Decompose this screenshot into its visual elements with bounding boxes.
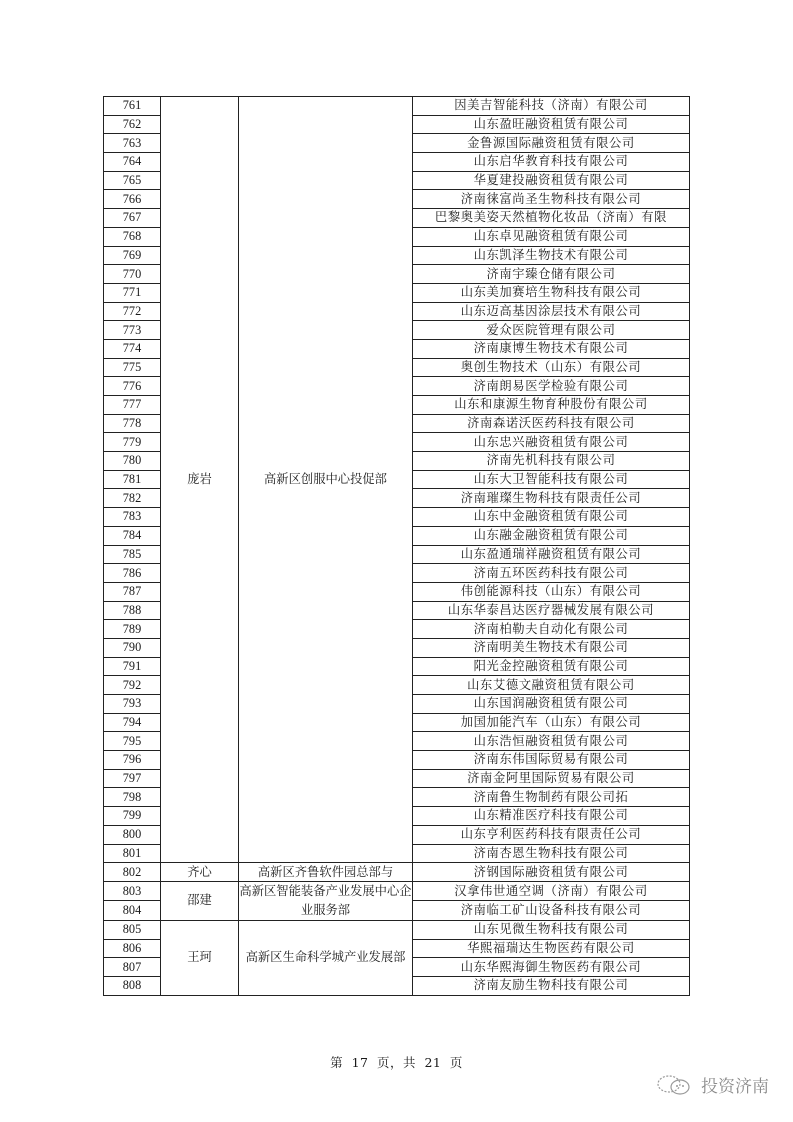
row-number: 761 xyxy=(104,97,161,116)
company-name: 济南徕富尚圣生物科技有限公司 xyxy=(413,190,690,209)
company-name: 山东迈高基因涂层技术有限公司 xyxy=(413,302,690,321)
company-name: 济南先机科技有限公司 xyxy=(413,452,690,471)
row-number: 783 xyxy=(104,508,161,527)
page-footer xyxy=(0,1053,793,1071)
row-number: 787 xyxy=(104,582,161,601)
company-name: 山东忠兴融资租赁有限公司 xyxy=(413,433,690,452)
page-label-prefix: 第 xyxy=(330,1055,344,1070)
row-number: 793 xyxy=(104,695,161,714)
department: 高新区生命科学城产业发展部 xyxy=(239,920,413,995)
company-name: 济钢国际融资租赁有限公司 xyxy=(413,863,690,882)
row-number: 764 xyxy=(104,153,161,172)
row-number: 802 xyxy=(104,863,161,882)
company-name: 山东亨利医药科技有限责任公司 xyxy=(413,825,690,844)
row-number: 766 xyxy=(104,190,161,209)
row-number: 790 xyxy=(104,638,161,657)
row-number: 776 xyxy=(104,377,161,396)
row-number: 806 xyxy=(104,939,161,958)
company-name: 济南柏勒夫自动化有限公司 xyxy=(413,620,690,639)
department: 高新区创服中心投促部 xyxy=(239,97,413,863)
company-name: 济南金阿里国际贸易有限公司 xyxy=(413,769,690,788)
row-number: 773 xyxy=(104,321,161,340)
company-name: 山东启华教育科技有限公司 xyxy=(413,153,690,172)
company-name: 因美吉智能科技（济南）有限公司 xyxy=(413,97,690,116)
row-number: 784 xyxy=(104,526,161,545)
row-number: 799 xyxy=(104,807,161,826)
company-name: 山东大卫智能科技有限公司 xyxy=(413,470,690,489)
row-number: 775 xyxy=(104,358,161,377)
row-number: 779 xyxy=(104,433,161,452)
row-number: 765 xyxy=(104,171,161,190)
wechat-icon xyxy=(655,1073,695,1097)
company-name: 加国加能汽车（山东）有限公司 xyxy=(413,713,690,732)
page-current: 17 xyxy=(351,1055,369,1070)
row-number: 763 xyxy=(104,134,161,153)
company-name: 爱众医院管理有限公司 xyxy=(413,321,690,340)
row-number: 794 xyxy=(104,713,161,732)
company-name: 阳光金控融资租赁有限公司 xyxy=(413,657,690,676)
company-name: 济南友励生物科技有限公司 xyxy=(413,976,690,995)
page-label-suffix: 页 xyxy=(449,1055,463,1070)
contact-person: 邵建 xyxy=(161,881,239,920)
company-name: 山东华泰昌达医疗器械发展有限公司 xyxy=(413,601,690,620)
company-name: 济南五环医药科技有限公司 xyxy=(413,564,690,583)
company-name: 山东国润融资租赁有限公司 xyxy=(413,695,690,714)
row-number: 777 xyxy=(104,396,161,415)
row-number: 804 xyxy=(104,901,161,921)
table-row xyxy=(104,881,690,901)
company-name: 伟创能源科技（山东）有限公司 xyxy=(413,582,690,601)
company-name: 山东融金融资租赁有限公司 xyxy=(413,526,690,545)
company-name: 济南森诺沃医药科技有限公司 xyxy=(413,414,690,433)
company-name: 济南璀璨生物科技有限责任公司 xyxy=(413,489,690,508)
table-row xyxy=(104,863,690,882)
company-name: 奥创生物技术（山东）有限公司 xyxy=(413,358,690,377)
row-number: 795 xyxy=(104,732,161,751)
row-number: 792 xyxy=(104,676,161,695)
row-number: 807 xyxy=(104,958,161,977)
company-name: 济南明美生物技术有限公司 xyxy=(413,638,690,657)
row-number: 769 xyxy=(104,246,161,265)
company-name: 山东卓见融资租赁有限公司 xyxy=(413,227,690,246)
company-name: 济南鲁生物制药有限公司拓 xyxy=(413,788,690,807)
row-number: 808 xyxy=(104,976,161,995)
department: 高新区智能装备产业发展中心企业服务部 xyxy=(239,881,413,920)
row-number: 762 xyxy=(104,115,161,134)
company-name: 山东凯泽生物技术有限公司 xyxy=(413,246,690,265)
company-name: 济南康博生物技术有限公司 xyxy=(413,339,690,358)
company-name: 济南朗易医学检验有限公司 xyxy=(413,377,690,396)
contact-person: 王珂 xyxy=(161,920,239,995)
row-number: 774 xyxy=(104,339,161,358)
row-number: 796 xyxy=(104,751,161,770)
row-number: 785 xyxy=(104,545,161,564)
watermark xyxy=(655,1072,769,1097)
row-number: 798 xyxy=(104,788,161,807)
company-name: 济南杏恩生物科技有限公司 xyxy=(413,844,690,863)
contact-person: 庞岩 xyxy=(161,97,239,863)
row-number: 800 xyxy=(104,825,161,844)
enterprise-table xyxy=(103,96,690,996)
row-number: 782 xyxy=(104,489,161,508)
row-number: 772 xyxy=(104,302,161,321)
department: 高新区齐鲁软件园总部与 xyxy=(239,863,413,882)
company-name: 山东盈旺融资租赁有限公司 xyxy=(413,115,690,134)
company-name: 济南宇臻仓储有限公司 xyxy=(413,265,690,284)
company-name: 山东美加赛培生物科技有限公司 xyxy=(413,283,690,302)
watermark-text: 投资济南 xyxy=(701,1077,769,1097)
page-total: 21 xyxy=(424,1055,442,1070)
page-label-mid: 页，共 xyxy=(376,1055,416,1070)
company-name: 济南东伟国际贸易有限公司 xyxy=(413,751,690,770)
company-name: 济南临工矿山设备科技有限公司 xyxy=(413,901,690,921)
company-name: 山东艾德文融资租赁有限公司 xyxy=(413,676,690,695)
company-name: 山东华熙海御生物医药有限公司 xyxy=(413,958,690,977)
company-name: 金鲁源国际融资租赁有限公司 xyxy=(413,134,690,153)
row-number: 797 xyxy=(104,769,161,788)
row-number: 778 xyxy=(104,414,161,433)
company-name: 山东精准医疗科技有限公司 xyxy=(413,807,690,826)
row-number: 780 xyxy=(104,452,161,471)
company-name: 华熙福瑞达生物医药有限公司 xyxy=(413,939,690,958)
company-name: 山东见微生物科技有限公司 xyxy=(413,920,690,939)
row-number: 803 xyxy=(104,881,161,901)
company-name: 山东盈通瑞祥融资租赁有限公司 xyxy=(413,545,690,564)
row-number: 786 xyxy=(104,564,161,583)
company-name: 山东浩恒融资租赁有限公司 xyxy=(413,732,690,751)
row-number: 770 xyxy=(104,265,161,284)
row-number: 767 xyxy=(104,209,161,228)
table-row xyxy=(104,97,690,116)
company-name: 巴黎奥美姿天然植物化妆品（济南）有限 xyxy=(413,209,690,228)
row-number: 801 xyxy=(104,844,161,863)
row-number: 805 xyxy=(104,920,161,939)
row-number: 788 xyxy=(104,601,161,620)
row-number: 771 xyxy=(104,283,161,302)
company-name: 华夏建投融资租赁有限公司 xyxy=(413,171,690,190)
table-row xyxy=(104,920,690,939)
contact-person: 齐心 xyxy=(161,863,239,882)
company-name: 汉拿伟世通空调（济南）有限公司 xyxy=(413,881,690,901)
company-name: 山东中金融资租赁有限公司 xyxy=(413,508,690,527)
row-number: 791 xyxy=(104,657,161,676)
row-number: 789 xyxy=(104,620,161,639)
company-name: 山东和康源生物育种股份有限公司 xyxy=(413,396,690,415)
row-number: 768 xyxy=(104,227,161,246)
row-number: 781 xyxy=(104,470,161,489)
